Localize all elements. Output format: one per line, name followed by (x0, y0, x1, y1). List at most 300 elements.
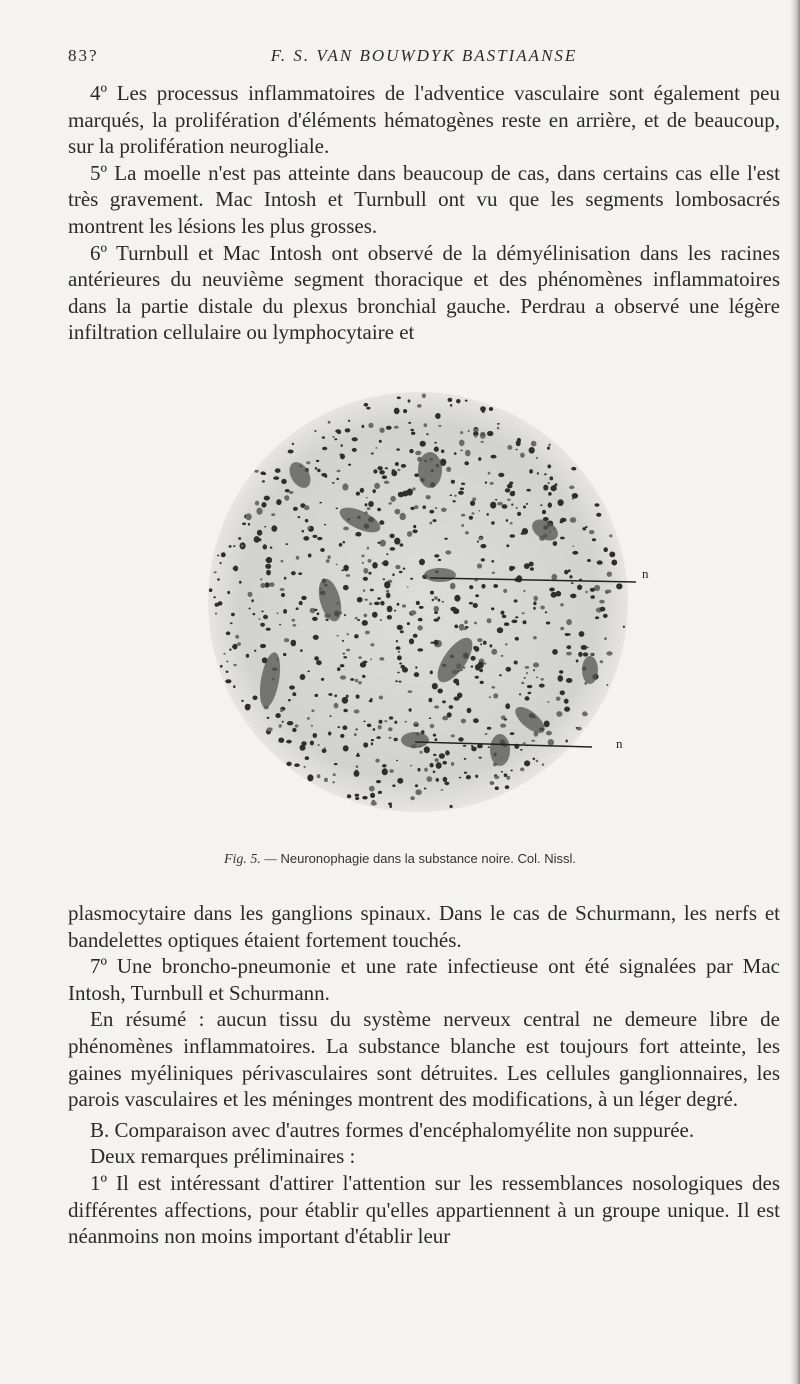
micrograph-dot (288, 699, 291, 701)
micrograph-dot (487, 618, 492, 623)
micrograph-dot (296, 556, 300, 560)
micrograph-dot (461, 719, 466, 724)
micrograph-dot (308, 554, 312, 558)
micrograph-dot (461, 483, 465, 485)
micrograph-dot (434, 705, 439, 708)
micrograph-dot (548, 739, 554, 746)
micrograph-dot (490, 502, 496, 509)
micrograph-dot (284, 577, 287, 580)
micrograph-dot (458, 491, 464, 495)
micrograph-dot (503, 589, 507, 593)
micrograph-dot (364, 599, 368, 601)
micrograph-dot (342, 483, 348, 490)
micrograph-dot (260, 623, 265, 627)
micrograph-dot (471, 747, 477, 752)
micrograph-dot (595, 503, 600, 507)
micrograph-dot (560, 520, 564, 523)
micrograph-dot (336, 508, 339, 510)
micrograph-dot (556, 697, 561, 701)
micrograph-dot (332, 781, 335, 783)
micrograph-dot (441, 789, 444, 791)
micrograph-dot (583, 652, 588, 656)
micrograph-dot (368, 559, 372, 563)
micrograph-dot (226, 671, 229, 673)
micrograph-dot (348, 420, 350, 422)
micrograph-dot (434, 554, 439, 557)
micrograph-dot (390, 547, 396, 551)
micrograph-dot (551, 574, 557, 580)
micrograph-dot (606, 590, 612, 594)
micrograph-dot (419, 606, 424, 609)
micrograph-dot (528, 692, 532, 694)
micrograph-dot (356, 765, 359, 768)
micrograph-dot (397, 625, 403, 630)
micrograph-dot (312, 617, 318, 621)
micrograph-dot (445, 750, 449, 755)
micrograph-dot (485, 733, 488, 735)
micrograph-dot (322, 436, 325, 438)
micrograph-dot (438, 559, 441, 561)
micrograph-dot (328, 693, 332, 696)
micrograph-dot (396, 760, 398, 761)
micrograph-dot (529, 562, 534, 567)
micrograph-dot (576, 660, 579, 663)
micrograph-dot (292, 619, 296, 622)
micrograph-dot (548, 502, 552, 507)
micrograph-dot (520, 453, 525, 458)
micrograph-dot (397, 469, 400, 471)
micrograph-dot (495, 786, 499, 790)
micrograph-dot (420, 441, 426, 447)
micrograph-dot (461, 514, 465, 517)
micrograph-dot (395, 680, 398, 682)
micrograph-dot (555, 651, 557, 653)
micrograph-dot (556, 711, 562, 717)
micrograph-dot (295, 724, 299, 727)
micrograph-dot (577, 585, 582, 591)
micrograph-dot (307, 717, 310, 720)
micrograph-dot (342, 725, 347, 730)
micrograph-dot (369, 602, 372, 605)
micrograph-dot (407, 531, 412, 537)
micrograph-dot (253, 613, 256, 615)
micrograph-dot (444, 782, 449, 786)
micrograph-dot (270, 547, 273, 549)
micrograph-dot (355, 797, 359, 800)
micrograph-dot (623, 626, 625, 628)
micrograph-dot (477, 638, 482, 642)
micrograph-dot (313, 535, 318, 538)
micrograph-dot (551, 592, 557, 598)
micrograph-dot (478, 662, 484, 669)
micrograph-dot (340, 734, 344, 738)
page-header (68, 46, 780, 72)
micrograph-dot (427, 776, 433, 782)
micrograph-dot (233, 644, 238, 650)
micrograph-dot (501, 655, 503, 657)
micrograph-dot (438, 425, 441, 427)
micrograph-dot (397, 778, 403, 784)
micrograph-dot (292, 692, 296, 696)
micrograph-dot (491, 521, 495, 524)
micrograph-dot (310, 741, 314, 746)
micrograph-dot (220, 562, 222, 564)
micrograph-dot (450, 805, 453, 808)
micrograph-dot (434, 606, 439, 612)
micrograph-dot (611, 560, 617, 566)
micrograph-dot (366, 497, 368, 498)
micrograph-dot (396, 640, 398, 643)
micrograph-dot (529, 469, 533, 474)
micrograph-dot (235, 635, 239, 639)
micrograph-dot (379, 696, 383, 700)
micrograph-dot (394, 426, 399, 429)
micrograph-dot (489, 407, 493, 411)
micrograph-dot (600, 607, 606, 612)
micrograph-dot (516, 449, 518, 451)
micrograph-dot (342, 640, 344, 642)
micrograph-dot (304, 766, 306, 767)
micrograph-dot (465, 450, 471, 457)
micrograph-dot (509, 482, 513, 485)
micrograph-dot (365, 503, 368, 506)
micrograph-dot (540, 606, 545, 610)
micrograph-dot (314, 656, 319, 660)
micrograph-dot (227, 591, 230, 594)
micrograph-dot (522, 528, 528, 535)
micrograph-dot (520, 749, 523, 751)
micrograph-dot (378, 467, 383, 470)
micrograph-dot (409, 708, 412, 712)
paragraph-summary: En résumé : aucun tissu du système nerveux central ne demeure libre de phénomènes inflammatoires. La substance blanche est toujours fort atteinte, les gaines myéliniques périvasculaires sont détruites. Les cellules ganglionnaires, les parois vasculaires et les méninges montrent des modifications, à un léger degré. (68, 1007, 780, 1112)
micrograph-dot (529, 447, 535, 454)
micrograph-dot (410, 796, 415, 800)
micrograph-dot (448, 398, 453, 402)
micrograph-dot (306, 461, 310, 464)
micrograph-dot (410, 507, 414, 510)
micrograph-dot (607, 572, 612, 577)
micrograph-dot (616, 583, 622, 589)
micrograph-dot (343, 653, 346, 655)
micrograph-dot (400, 513, 406, 520)
micrograph-dot (526, 672, 528, 674)
micrograph-dot (481, 584, 485, 589)
micrograph-dot (277, 612, 279, 614)
micrograph-dot (246, 654, 249, 658)
micrograph-dot (515, 616, 518, 618)
micrograph-dot (327, 555, 330, 559)
micrograph-dot (382, 475, 387, 479)
micrograph-dot (384, 720, 387, 722)
micrograph-dot (478, 537, 482, 541)
micrograph-dot (225, 679, 231, 683)
micrograph-dot (424, 768, 428, 772)
micrograph-dot (533, 663, 539, 668)
micrograph-dot (533, 607, 536, 610)
text-block-bottom (68, 900, 780, 1250)
micrograph-dot (226, 631, 231, 635)
micrograph-dot (407, 489, 413, 496)
micrograph-dot (530, 567, 534, 571)
micrograph-dot (292, 443, 294, 445)
micrograph-dot (424, 788, 427, 790)
micrograph-dot (355, 794, 360, 797)
micrograph-image (200, 380, 660, 830)
micrograph-dot (220, 665, 223, 668)
micrograph-dot (371, 739, 374, 741)
micrograph-dot (264, 496, 270, 501)
micrograph-dot (394, 738, 398, 741)
micrograph-dot (609, 552, 615, 558)
micrograph-dot (525, 696, 530, 700)
micrograph-dot (432, 683, 438, 689)
micrograph-dot (505, 488, 510, 492)
micrograph-dot (454, 595, 460, 602)
micrograph-dot (380, 601, 384, 606)
micrograph-dot (396, 448, 400, 450)
micrograph-dot (370, 589, 374, 592)
micrograph-dot (450, 404, 452, 407)
micrograph-dot (495, 499, 497, 501)
micrograph-dot (217, 555, 219, 557)
micrograph-dot (547, 701, 549, 702)
micrograph-dot (544, 473, 547, 475)
micrograph-dot (315, 694, 319, 697)
micrograph-dot (522, 612, 525, 614)
micrograph-dot (487, 727, 492, 730)
micrograph-dot (309, 777, 311, 780)
micrograph-dot (591, 595, 595, 599)
micrograph-dot (395, 509, 401, 515)
paragraph-4: 4º Les processus inflammatoires de l'adventice vasculaire sont également peu marqués, la prolifération d'éléments hématogènes reste en arrière, et de beaucoup, sur la prolifération neurogliale. (68, 81, 780, 159)
micrograph-dot (463, 745, 466, 747)
micrograph-dot (498, 473, 504, 477)
micrograph-dot (437, 617, 440, 620)
micrograph-dot (492, 572, 495, 574)
micrograph-dot (341, 444, 343, 447)
micrograph-dot (362, 562, 364, 564)
micrograph-dot (372, 562, 378, 568)
micrograph-dot (560, 537, 565, 540)
micrograph-dot (266, 570, 271, 576)
micrograph-dot (293, 507, 298, 511)
micrograph-dot (302, 530, 304, 533)
micrograph-dot (384, 481, 389, 484)
micrograph-dot (390, 534, 395, 539)
micrograph-dot (394, 610, 396, 612)
micrograph-dot (413, 634, 418, 638)
micrograph-dot (595, 616, 599, 619)
micrograph-dot (322, 749, 327, 753)
micrograph-dot (546, 622, 550, 625)
micrograph-dot (566, 652, 572, 656)
micrograph-dot (388, 803, 392, 806)
micrograph-dot (505, 785, 510, 789)
micrograph-dot (489, 696, 491, 698)
micrograph-dot (420, 751, 423, 754)
micrograph-dot (409, 638, 414, 644)
micrograph-dot (501, 611, 505, 615)
micrograph-dot (363, 568, 368, 574)
micrograph-dot (568, 633, 571, 635)
micrograph-dot (241, 545, 243, 548)
micrograph-dot (417, 404, 422, 408)
paragraph-5: 5º La moelle n'est pas atteinte dans beaucoup de cas, dans certains cas elle l'est très gravement. Mac Intosh et Turnbull ont vu que les segments lombosacrés montrent les lésions les plus grosses. (68, 160, 780, 238)
micrograph-dot (453, 500, 456, 502)
micrograph-dot (231, 613, 235, 616)
micrograph-dot (362, 425, 365, 428)
micrograph-dot (305, 756, 310, 760)
micrograph-dot (313, 733, 318, 738)
micrograph-dot (403, 409, 407, 413)
micrograph-dot (454, 452, 457, 455)
micrograph-dot (367, 724, 372, 728)
micrograph-dot (363, 661, 368, 664)
micrograph-dot (509, 566, 514, 571)
micrograph-dot (501, 771, 503, 773)
micrograph-dot (482, 434, 485, 436)
micrograph-dot (490, 781, 494, 784)
micrograph-dot (363, 742, 368, 747)
micrograph-dot (572, 546, 574, 547)
micrograph-dot (450, 583, 456, 590)
micrograph-dot (430, 591, 434, 595)
micrograph-dot (283, 609, 287, 614)
micrograph-dot (354, 709, 360, 713)
micrograph-dot (510, 770, 513, 772)
micrograph-dot (453, 679, 459, 684)
micrograph-dot (581, 645, 587, 650)
micrograph-dot (459, 624, 465, 631)
micrograph-dot (379, 470, 385, 474)
micrograph-dot (401, 464, 406, 468)
micrograph-dot (516, 440, 521, 446)
micrograph-dot (434, 611, 438, 614)
micrograph-dot (523, 620, 527, 624)
micrograph-dot (281, 479, 286, 484)
micrograph-dot (264, 526, 266, 528)
micrograph-dot (609, 534, 612, 537)
micrograph-dot (408, 690, 413, 693)
micrograph-dot (237, 642, 241, 646)
label-n-2: n (616, 736, 623, 751)
micrograph-dot (389, 737, 392, 739)
micrograph-dot (597, 560, 603, 564)
micrograph-dot (570, 517, 576, 523)
page-edge-shadow (790, 0, 800, 1384)
micrograph-dot (433, 519, 437, 522)
micrograph-dot (560, 603, 564, 606)
micrograph-dot (410, 610, 416, 615)
micrograph-dot (537, 472, 539, 475)
micrograph-dot (549, 588, 555, 592)
micrograph-dot (397, 603, 400, 606)
micrograph-dot (300, 745, 306, 751)
micrograph-dot (527, 685, 532, 688)
micrograph-dot (429, 510, 434, 514)
micrograph-dot (379, 720, 383, 724)
micrograph-dot (217, 578, 220, 580)
micrograph-dot (469, 602, 473, 605)
micrograph-dot (335, 429, 341, 433)
micrograph-dot (475, 594, 479, 597)
micrograph-dot (380, 619, 382, 621)
micrograph-dot (480, 643, 482, 645)
micrograph-dot (389, 716, 393, 719)
micrograph-dot (342, 697, 348, 704)
micrograph-dot (566, 740, 568, 743)
micrograph-dot (514, 599, 518, 602)
micrograph-dot (369, 786, 375, 792)
micrograph-dot (426, 433, 429, 435)
micrograph-dot (590, 654, 593, 656)
micrograph-dot (418, 768, 421, 772)
micrograph-dot (373, 469, 377, 473)
micrograph-dot (313, 635, 319, 640)
figure-micrograph (200, 380, 660, 830)
micrograph-dot (356, 492, 360, 496)
micrograph-dot (515, 637, 519, 641)
micrograph-dot (396, 646, 401, 650)
micrograph-dot (564, 699, 569, 704)
micrograph-dot (291, 571, 296, 575)
paragraph-continued: plasmocytaire dans les ganglions spinaux. Dans le cas de Schurmann, les nerfs et bandelettes optiques étaient fortement touchés. (68, 901, 780, 952)
micrograph-dot (269, 582, 274, 587)
micrograph-dot (570, 594, 576, 599)
micrograph-dot (408, 422, 411, 424)
micrograph-dot (571, 582, 574, 584)
micrograph-dot (350, 678, 354, 681)
micrograph-dot (344, 614, 346, 616)
micrograph-dot (497, 427, 499, 430)
micrograph-dot (358, 656, 362, 659)
micrograph-dot (555, 483, 558, 486)
micrograph-dot (261, 471, 266, 475)
micrograph-dot (338, 726, 341, 728)
micrograph-dot (585, 591, 588, 594)
micrograph-dot (446, 467, 451, 472)
micrograph-dot (410, 578, 413, 580)
micrograph-dot (245, 704, 251, 711)
micrograph-dot (506, 776, 510, 780)
micrograph-dot (488, 746, 490, 748)
micrograph-dot (542, 763, 544, 766)
micrograph-dot (487, 513, 489, 516)
micrograph-dot (432, 599, 434, 601)
micrograph-dot (300, 649, 303, 652)
micrograph-dot (362, 796, 367, 800)
micrograph-dot (209, 588, 212, 592)
micrograph-dot (355, 617, 358, 620)
micrograph-dot (514, 661, 518, 665)
micrograph-dot (465, 531, 469, 534)
micrograph-dot (471, 512, 474, 514)
micrograph-dot (332, 436, 334, 437)
micrograph-dot (347, 795, 351, 799)
micrograph-dot (474, 435, 477, 438)
micrograph-dot (239, 581, 242, 584)
micrograph-dot (569, 575, 572, 578)
micrograph-dot (471, 666, 474, 668)
micrograph-dot (229, 545, 232, 548)
micrograph-dot (363, 614, 367, 618)
micrograph-dot (485, 481, 487, 483)
micrograph-dot (407, 622, 410, 625)
micrograph-dot (520, 768, 524, 772)
micrograph-dot (384, 581, 390, 588)
micrograph-dot (443, 761, 447, 765)
micrograph-dot (386, 426, 392, 430)
